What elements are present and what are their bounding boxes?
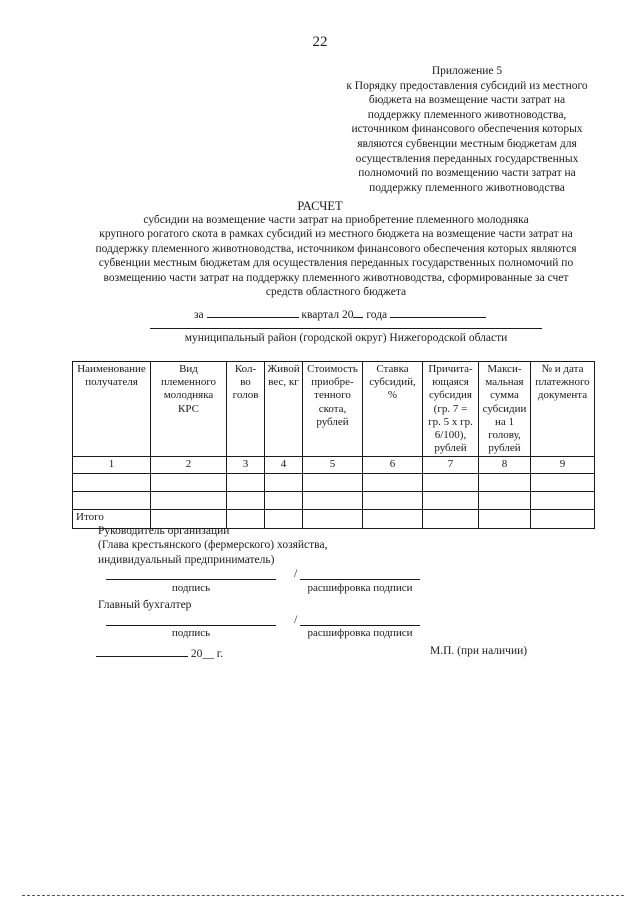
head-signatory [98,524,327,567]
header-cell-breed-type: Вид племенного молодняка КРС [151,362,227,457]
appendix-line: бюджета на возмещение части затрат на [368,94,566,107]
table-header-row [73,362,595,457]
table-cell[interactable] [303,474,363,492]
document-subtitle [76,213,596,299]
subtitle-line: возмещению части затрат на поддержку племенного животноводства, сформированные за счет [103,271,569,284]
table-cell[interactable] [363,474,423,492]
signatory-line: (Глава крестьянского (фермерского) хозяйства, [98,539,328,552]
table-cell[interactable] [479,474,531,492]
column-number: 5 [303,457,363,474]
table-cell[interactable] [303,492,363,510]
table-row [73,474,595,492]
header-cell-rate: Ставка субсидий, % [363,362,423,457]
appendix-line: поддержку племенного животноводства [369,181,565,194]
page-number: 22 [312,34,328,50]
table-cell[interactable] [265,474,303,492]
appendix-header [326,64,608,195]
table-cell[interactable] [479,492,531,510]
signatory-line: индивидуальный предприниматель) [98,553,275,566]
signature-caption: подпись [171,627,211,639]
region-fill-line[interactable] [150,328,542,329]
document-title: РАСЧЕТ [297,199,343,213]
period-prefix: за [194,309,204,321]
header-cell-max-subsidy: Макси- мальная сумма субсидии на 1 голову, рублей [479,362,531,457]
header-cell-subsidy-due: Причита- ющаяся субсидия (гр. 7 = гр. 5 x гр. 6/100), рублей [423,362,479,457]
region-name-blank[interactable] [390,306,486,318]
appendix-title: Приложение 5 [431,65,503,77]
table-cell[interactable] [73,492,151,510]
seal-note: М.П. (при наличии) [430,645,528,657]
calculation-table [72,361,595,529]
appendix-line: полномочий по возмещению части затрат на [358,167,576,180]
header-cell-cost: Стоимость приобре- тенного скота, рублей [303,362,363,457]
table-cell[interactable] [363,492,423,510]
accountant-decode-line[interactable] [300,625,420,626]
table-cell[interactable] [531,510,595,529]
signatory-line: Руководитель организации [98,525,230,537]
subtitle-line: субвенции местным бюджетам для осуществления переданных государственных полномочий по [98,257,574,270]
column-number: 7 [423,457,479,474]
table-cell[interactable] [73,474,151,492]
table-cell[interactable] [265,492,303,510]
slash-separator: / [294,566,298,580]
table-cell[interactable] [423,474,479,492]
column-number: 8 [479,457,531,474]
header-cell-live-weight: Живой вес, кг [265,362,303,457]
head-decode-line[interactable] [300,579,420,580]
decode-caption: расшифровка подписи [307,582,413,594]
slash-separator: / [294,612,298,626]
table-cell[interactable] [531,492,595,510]
page-bottom-rule [22,895,624,896]
header-cell-payment-doc: № и дата платежного документа [531,362,595,457]
header-cell-recipient: Наименование получателя [73,362,151,457]
column-number: 6 [363,457,423,474]
total-label: Итого [73,510,151,529]
appendix-line: поддержку племенного животноводства, [367,108,567,121]
date-year: 20__ г. [190,648,224,660]
column-number: 1 [73,457,151,474]
column-number: 9 [531,457,595,474]
appendix-line: осуществления переданных государственных [355,152,579,165]
table-cell[interactable] [227,474,265,492]
subtitle-line: крупного рогатого скота в рамках субсидий из местного бюджета на возмещение части затрат на [99,228,573,241]
column-number: 3 [227,457,265,474]
region-caption: муниципальный район (городской округ) Нижегородской области [184,332,508,344]
accountant-label: Главный бухгалтер [98,599,192,611]
head-signature-line[interactable] [106,579,276,580]
table-row [73,492,595,510]
header-cell-head-count: Кол- во голов [227,362,265,457]
decode-caption: расшифровка подписи [307,627,413,639]
subtitle-line: субсидии на возмещение части затрат на приобретение племенного молодняка [143,214,529,226]
subtitle-line: средств областного бюджета [265,286,407,299]
table-cell[interactable] [531,474,595,492]
column-number: 2 [151,457,227,474]
table-cell[interactable] [151,474,227,492]
quarter-blank[interactable] [207,306,299,318]
table-cell[interactable] [423,510,479,529]
table-cell[interactable] [479,510,531,529]
signature-caption: подпись [171,582,211,594]
table-cell[interactable] [151,492,227,510]
column-number: 4 [265,457,303,474]
period-quarter: квартал 20 [301,309,354,321]
period-year-suffix: года [366,309,388,321]
appendix-line: источником финансового обеспечения которых [351,123,583,136]
appendix-line: являются субвенции местным бюджетам для [357,137,577,150]
subtitle-line: поддержку племенного животноводства, источником финансового обеспечения которых являются [95,242,577,255]
appendix-line: к Порядку предоставления субсидий из местного [346,79,588,92]
table-cell[interactable] [227,492,265,510]
table-cell[interactable] [363,510,423,529]
table-number-row [73,457,595,474]
date-blank[interactable] [96,645,188,657]
date-row [96,645,223,660]
accountant-signature-line[interactable] [106,625,276,626]
period-line [194,306,486,321]
year-blank[interactable] [353,306,363,318]
table-cell[interactable] [423,492,479,510]
